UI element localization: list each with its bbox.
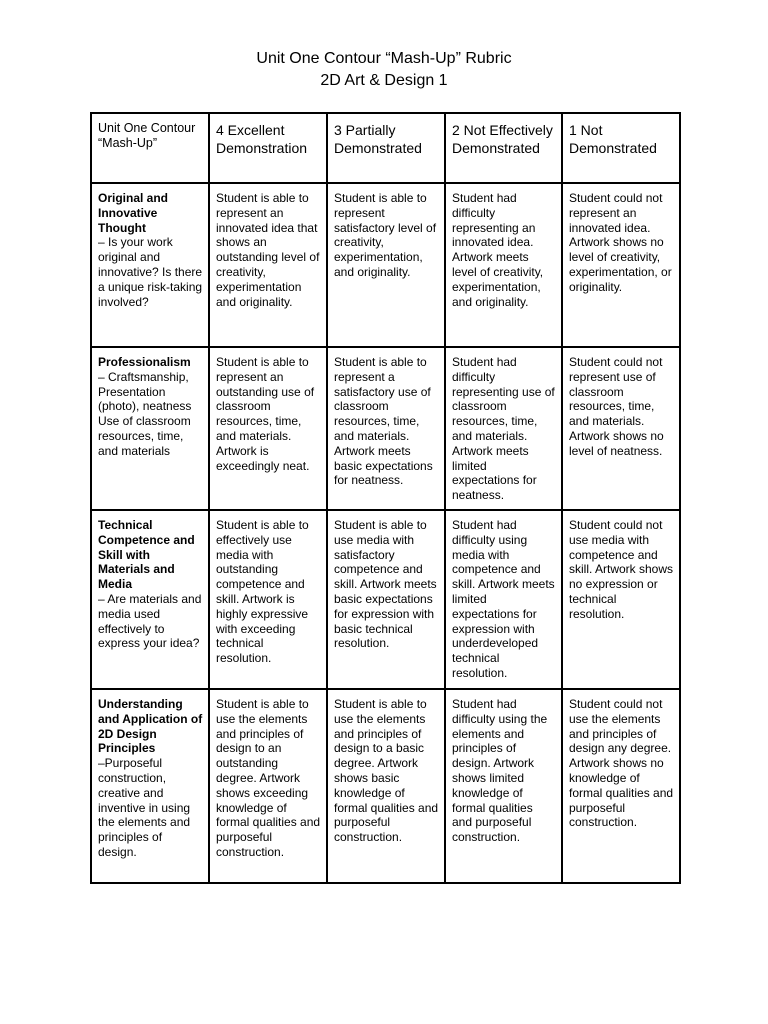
criterion-title: Understanding and Application of 2D Design Principles bbox=[98, 697, 203, 756]
rubric-cell-level-1: Student could not represent use of classroom resources, time, and materials. Artwork shows no level of neatness. bbox=[562, 347, 680, 510]
criterion-cell bbox=[91, 347, 209, 510]
rubric-cell-level-4: Student is able to represent an innovated idea that shows an outstanding level of creativity, experimentation and originality. bbox=[209, 183, 327, 347]
criterion-row-originality bbox=[91, 183, 680, 347]
rubric-corner-label: Unit One Contour “Mash-Up” bbox=[91, 113, 209, 183]
rubric-cell-level-4: Student is able to represent an outstanding use of classroom resources, time, and materials. Artwork is exceedingly neat. bbox=[209, 347, 327, 510]
rubric-cell-level-3: Student is able to represent a satisfactory use of classroom resources, time, and materials. Artwork meets basic expectations for neatness. bbox=[327, 347, 445, 510]
criterion-title: Technical Competence and Skill with Materials and Media bbox=[98, 518, 195, 592]
criterion-row-technical-competence bbox=[91, 510, 680, 689]
level-header-1: 1 Not Demonstrated bbox=[562, 113, 680, 183]
criterion-row-design-principles bbox=[91, 689, 680, 883]
rubric-cell-level-3: Student is able to use media with satisfactory competence and skill. Artwork meets basic expectations for expression with basic technical resolution. bbox=[327, 510, 445, 689]
criterion-row-professionalism bbox=[91, 347, 680, 510]
rubric-cell-level-1: Student could not use media with competence and skill. Artwork shows no expression or technical resolution. bbox=[562, 510, 680, 689]
criterion-title: Original and Innovative Thought bbox=[98, 191, 169, 235]
criterion-cell bbox=[91, 183, 209, 347]
rubric-cell-level-4: Student is able to effectively use media with outstanding competence and skill. Artwork is highly expressive with exceeding technical resolution. bbox=[209, 510, 327, 689]
rubric-cell-level-2: Student had difficulty representing an innovated idea. Artwork meets level of creativity, experimentation, and originality. bbox=[445, 183, 562, 347]
rubric-cell-level-3: Student is able to use the elements and principles of design to a basic degree. Artwork shows basic knowledge of formal qualities and purposeful construction. bbox=[327, 689, 445, 883]
rubric-cell-level-3: Student is able to represent satisfactory level of creativity, experimentation, and originality. bbox=[327, 183, 445, 347]
criterion-cell bbox=[91, 510, 209, 689]
criterion-description: – Are materials and media used effectively to express your idea? bbox=[98, 591, 202, 651]
rubric-cell-level-2: Student had difficulty using media with competence and skill. Artwork meets limited expectations for expression with underdeveloped technical resolution. bbox=[445, 510, 562, 689]
rubric-cell-level-2: Student had difficulty using the elements and principles of design. Artwork shows limited knowledge of formal qualities and purposeful construction. bbox=[445, 689, 562, 883]
rubric-header-row bbox=[91, 113, 680, 183]
level-header-4: 4 Excellent Demonstration bbox=[209, 113, 327, 183]
criterion-description: – Is your work original and innovative? Is there a unique risk-taking involved? bbox=[98, 235, 203, 309]
rubric-cell-level-2: Student had difficulty representing use of classroom resources, time, and materials. Artwork meets limited expectations for neatness. bbox=[445, 347, 562, 510]
criterion-title: Professionalism bbox=[98, 355, 191, 369]
rubric-table bbox=[90, 112, 681, 884]
level-header-2: 2 Not Effectively Demonstrated bbox=[445, 113, 562, 183]
rubric-cell-level-4: Student is able to use the elements and principles of design to an outstanding degree. Artwork shows exceeding knowledge of formal qualities and purposeful construction. bbox=[209, 689, 327, 883]
criterion-description: –Purposeful construction, creative and inventive in using the elements and principles of design. bbox=[98, 756, 191, 859]
rubric-cell-level-1: Student could not use the elements and principles of design any degree. Artwork shows no knowledge of formal qualities and purposeful construction. bbox=[562, 689, 680, 883]
document-subtitle: 2D Art & Design 1 bbox=[320, 72, 448, 89]
document-title: Unit One Contour “Mash-Up” Rubric bbox=[256, 50, 512, 67]
rubric-cell-level-1: Student could not represent an innovated idea. Artwork shows no level of creativity, experimentation, or originality. bbox=[562, 183, 680, 347]
criterion-description: – Craftsmanship, Presentation (photo), neatness Use of classroom resources, time, and materials bbox=[98, 369, 192, 458]
criterion-cell bbox=[91, 689, 209, 883]
title-block bbox=[0, 48, 768, 92]
level-header-3: 3 Partially Demonstrated bbox=[327, 113, 445, 183]
